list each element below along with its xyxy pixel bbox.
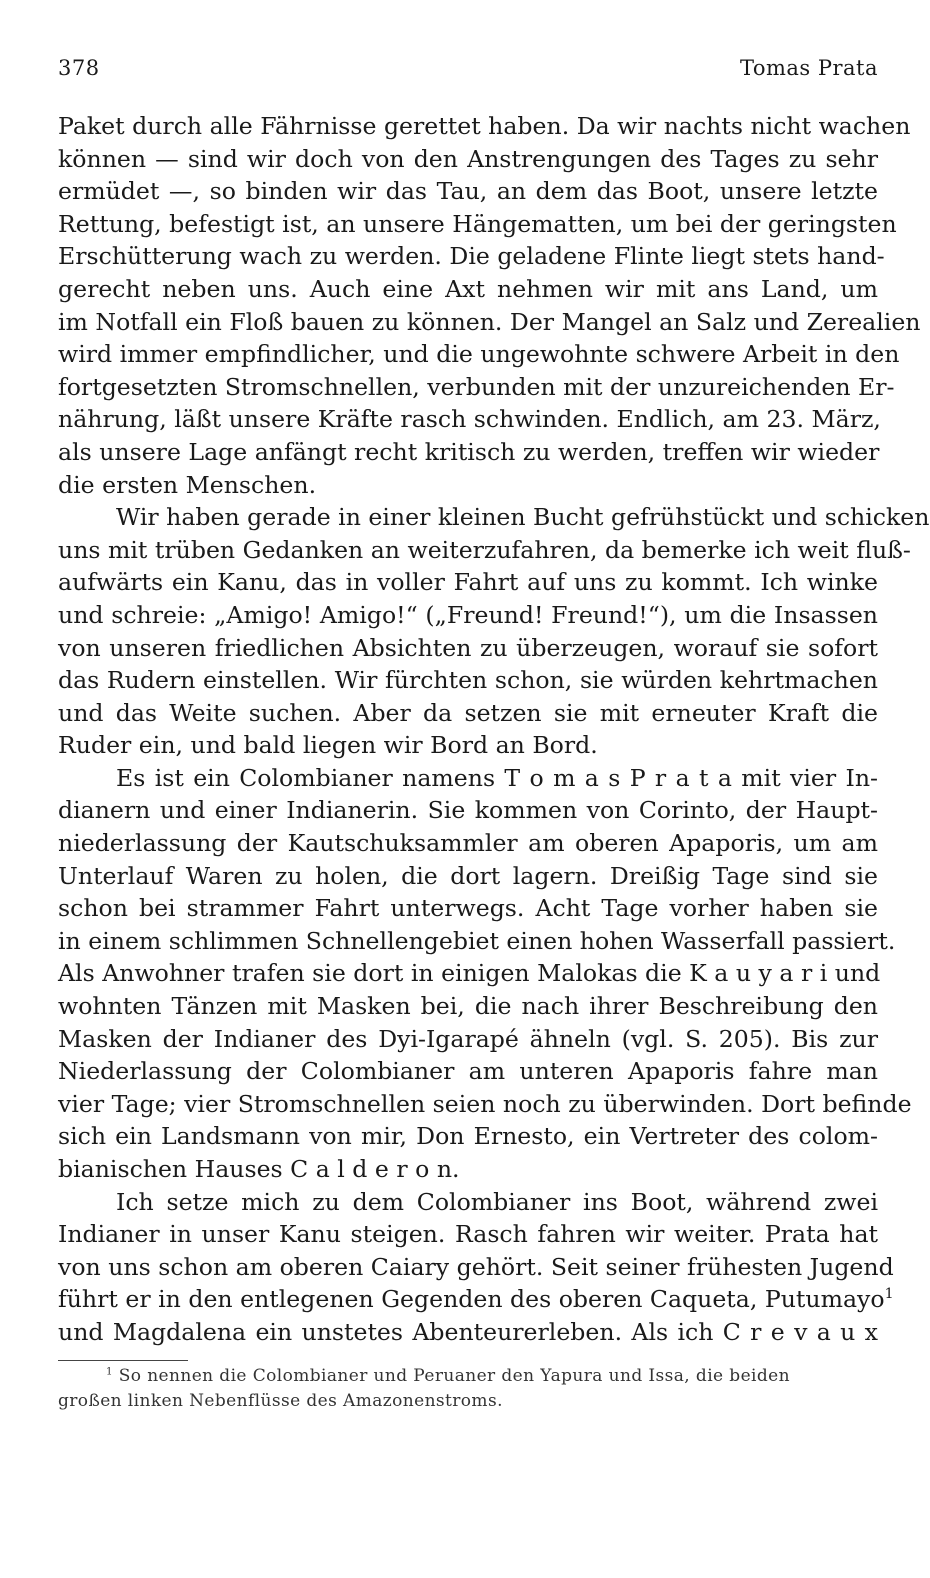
- text-line: das Rudern einstellen. Wir fürchten schon, sie würden kehrtmachen: [58, 666, 878, 695]
- text-line: bianischen Hauses C a l d e r o n.: [58, 1155, 460, 1183]
- text-line: Erschütterung wach zu werden. Die geladene Flinte liegt stets hand-: [58, 242, 885, 271]
- text-line: nährung, läßt unsere Kräfte rasch schwinden. Endlich, am 23. März,: [58, 405, 881, 434]
- footnote-text-line2: großen linken Nebenflüsse des Amazonenstroms.: [58, 1391, 503, 1411]
- text-line: Masken der Indianer des Dyi-Igarapé ähneln (vgl. S. 205). Bis zur: [58, 1024, 878, 1053]
- text-line: Indianer in unser Kanu steigen. Rasch fahren wir weiter. Prata hat: [58, 1220, 878, 1249]
- text-line: Rettung, befestigt ist, an unsere Hängematten, um bei der geringsten: [58, 209, 897, 238]
- text-line: Es ist ein Colombianer namens T o m a s P r a t a mit vier In-: [116, 763, 878, 792]
- text-line: Ruder ein, und bald liegen wir Bord an Bord.: [58, 731, 598, 760]
- text-line: sich ein Landsmann von mir, Don Ernesto, ein Vertreter des colom-: [58, 1122, 878, 1151]
- text-line: die ersten Menschen.: [58, 470, 317, 499]
- text-line: Als Anwohner trafen sie dort in einigen Malokas die K a u y a r i und: [58, 959, 881, 988]
- text-line: Wir haben gerade in einer kleinen Bucht gefrühstückt und schicken: [116, 503, 930, 532]
- text-line: fortgesetzten Stromschnellen, verbunden mit der unzureichenden Er-: [58, 372, 895, 401]
- text-line: von uns schon am oberen Caiary gehört. Seit seiner frühesten Jugend: [58, 1252, 894, 1281]
- text-line: können — sind wir doch von den Anstrengungen des Tages zu sehr: [58, 144, 878, 173]
- text-line: als unsere Lage anfängt recht kritisch zu werden, treffen wir wieder: [58, 437, 880, 466]
- text-line: führt er in den entlegenen Gegenden des oberen Caqueta, Putumayo: [58, 1285, 885, 1314]
- text-line: im Notfall ein Floß bauen zu können. Der Mangel an Salz und Zerealien: [58, 307, 921, 336]
- text-line: niederlassung der Kautschuksammler am oberen Apaporis, um am: [58, 829, 878, 858]
- page-header: [58, 56, 878, 80]
- footnote-marker: 1: [106, 1366, 113, 1378]
- text-line: aufwärts ein Kanu, das in voller Fahrt auf uns zu kommt. Ich winke: [58, 568, 878, 597]
- running-title: Tomas Prata: [739, 56, 878, 80]
- text-line: in einem schlimmen Schnellengebiet einen hohen Wasserfall passiert.: [58, 926, 896, 955]
- footnote-text-line1: So nennen die Colombianer und Peruaner den Yapura und Issa, die beiden: [118, 1366, 790, 1386]
- text-line: ermüdet —, so binden wir das Tau, an dem das Boot, unsere letzte: [58, 177, 878, 206]
- text-line-with-footnote: [58, 1283, 894, 1316]
- page-number: 378: [58, 56, 100, 80]
- text-line: wird immer empfindlicher, und die ungewohnte schwere Arbeit in den: [58, 340, 900, 369]
- footnote-divider: [58, 1360, 188, 1361]
- body-text: [58, 110, 930, 1349]
- text-line: Paket durch alle Fährnisse gerettet haben. Da wir nachts nicht wachen: [58, 112, 911, 140]
- text-line: Unterlauf Waren zu holen, die dort lagern. Dreißig Tage sind sie: [58, 861, 878, 890]
- footnote-reference: 1: [884, 1286, 894, 1303]
- text-line: von unseren friedlichen Absichten zu überzeugen, worauf sie sofort: [58, 633, 878, 662]
- text-line: dianern und einer Indianerin. Sie kommen von Corinto, der Haupt-: [58, 796, 878, 825]
- text-line: Ich setze mich zu dem Colombianer ins Boot, während zwei: [116, 1187, 878, 1216]
- footnotes: [58, 1364, 878, 1414]
- text-line: wohnten Tänzen mit Masken bei, die nach ihrer Beschreibung den: [58, 992, 878, 1021]
- text-line: und schreie: „Amigo! Amigo!“ („Freund! Freund!“), um die Insassen: [58, 600, 878, 629]
- text-line: schon bei strammer Fahrt unterwegs. Acht Tage vorher haben sie: [58, 894, 878, 923]
- text-line: uns mit trüben Gedanken an weiterzufahren, da bemerke ich weit fluß-: [58, 535, 911, 564]
- text-line: Niederlassung der Colombianer am unteren Apaporis fahre man: [58, 1057, 878, 1086]
- footnote: [58, 1364, 878, 1389]
- text-line: und das Weite suchen. Aber da setzen sie mit erneuter Kraft die: [58, 698, 878, 727]
- text-line: vier Tage; vier Stromschnellen seien noch zu überwinden. Dort befinde: [58, 1089, 912, 1118]
- text-line: gerecht neben uns. Auch eine Axt nehmen wir mit ans Land, um: [58, 274, 878, 303]
- text-line: und Magdalena ein unstetes Abenteurerleben. Als ich C r e v a u x: [58, 1317, 878, 1346]
